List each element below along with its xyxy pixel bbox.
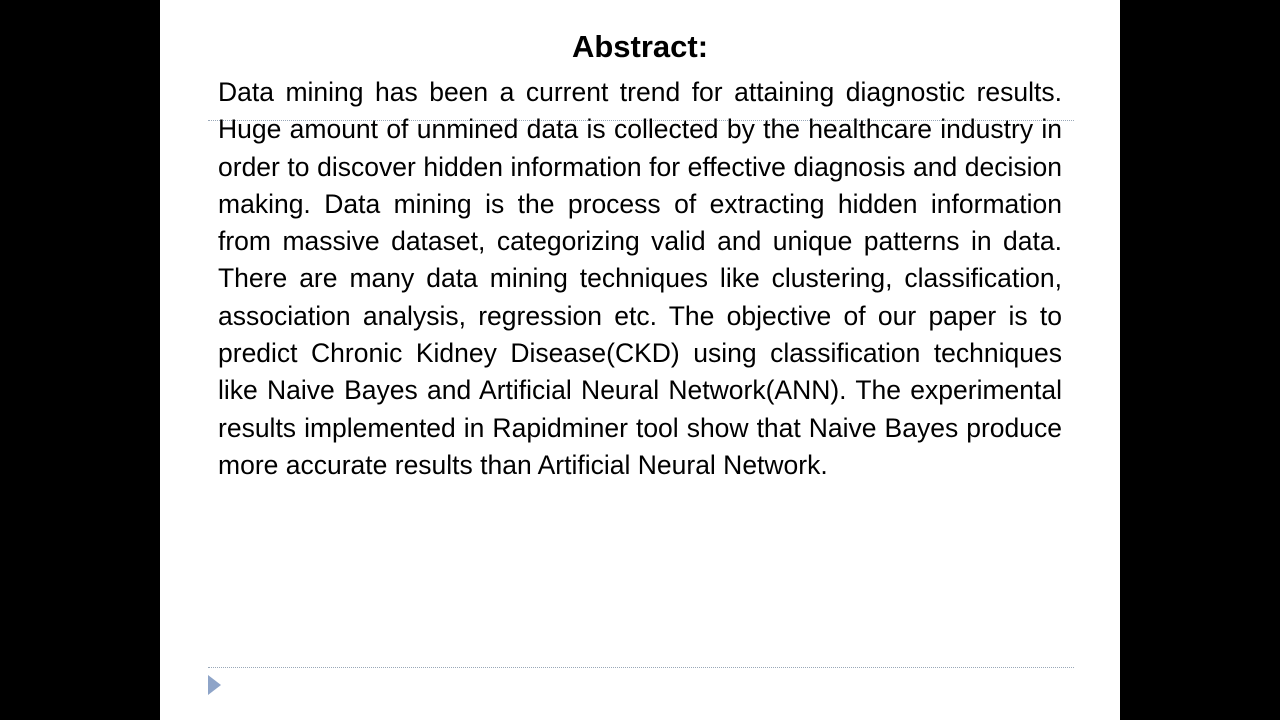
slide-title: Abstract:: [571, 29, 709, 64]
play-arrow-icon[interactable]: [208, 675, 221, 695]
bottom-divider: [208, 667, 1074, 668]
slide: [160, 0, 1120, 720]
abstract-text: Data mining has been a current trend for attaining diagnostic results. Huge amount of unmined data is collected by the healthcare industry in order to discover hidden information for effective diagnosis and decision making. Data mining is the process of extracting hidden information from massive dataset, categorizing valid and unique patterns in data. There are many data mining techniques like clustering, classification, association analysis, regression etc. The objective of our paper is to predict Chronic Kidney Disease(CKD) using classification techniques like Naive Bayes and Artificial Neural Network(ANN). The experimental results implemented in Rapidminer tool show that Naive Bayes produce more accurate results than Artificial Neural Network.: [218, 77, 1062, 480]
